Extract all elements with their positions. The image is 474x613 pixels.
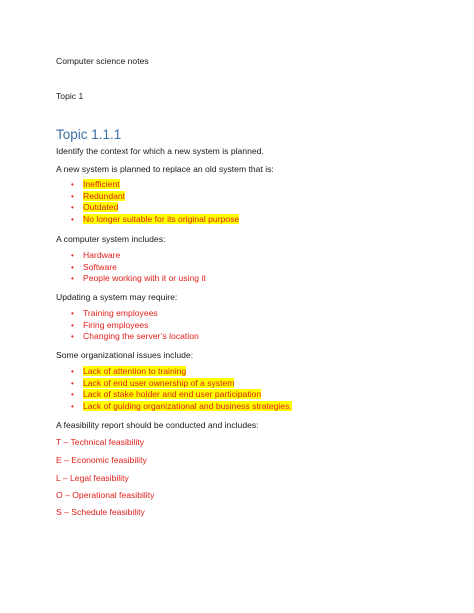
list-item-text: Inefficient [83,179,120,189]
bullet-icon: • [71,191,74,201]
list-item-text: Redundant [83,190,126,201]
list-item-text: Changing the server’s location [83,331,199,342]
section1-lead: A new system is planned to replace an old system that is: [56,164,274,174]
list-item [56,262,206,274]
list-item [56,389,292,401]
bullet-icon: • [71,251,74,260]
bullet-icon: • [71,262,74,272]
list-item-text: People working with it or using it [83,273,206,284]
bullet-icon: • [71,214,74,224]
section4-list [56,366,292,412]
list-item [56,320,199,332]
section3-list [56,308,199,343]
feasibility-lead: A feasibility report should be conducted and includes: [56,420,259,430]
bullet-icon: • [71,320,74,330]
list-item-text: No longer suitable for its original purpose [83,213,240,224]
section4-lead: Some organizational issues include: [56,350,194,360]
list-item [56,273,206,285]
list-item-text: Lack of guiding organizational and business strategies. [83,400,292,411]
feasibility-item: O – Operational feasibility [56,490,155,500]
doc-title: Computer science notes [56,56,149,66]
bullet-icon: • [71,203,74,213]
list-item [56,179,239,191]
list-item-text: Hardware [83,250,121,260]
list-item [56,191,239,203]
bullet-icon: • [71,180,74,189]
section-heading: Topic 1.1.1 [56,127,122,142]
list-item-text: Software [83,261,117,272]
list-item [56,366,292,378]
list-item-text: Lack of stake holder and end user participation [83,389,262,400]
bullet-icon: • [71,274,74,284]
intro-text: Identify the context for which a new system is planned. [56,146,264,156]
bullet-icon: • [71,367,74,376]
list-item-text: Lack of attention to training [83,366,187,376]
list-item [56,250,206,262]
section2-lead: A computer system includes: [56,234,166,244]
section3-lead: Updating a system may require: [56,292,178,302]
bullet-icon: • [71,401,74,411]
list-item [56,378,292,390]
list-item-text: Lack of end user ownership of a system [83,377,235,388]
list-item [56,401,292,413]
list-item [56,202,239,214]
list-item [56,331,199,343]
bullet-icon: • [71,390,74,400]
bullet-icon: • [71,378,74,388]
section1-list [56,179,239,225]
feasibility-item: L – Legal feasibility [56,473,129,483]
list-item-text: Training employees [83,308,158,318]
bullet-icon: • [71,332,74,342]
bullet-icon: • [71,309,74,318]
feasibility-item: S – Schedule feasibility [56,507,145,517]
list-item [56,308,199,320]
list-item-text: Outdated [83,202,119,213]
list-item [56,214,239,226]
topic-label: Topic 1 [56,91,84,101]
list-item-text: Firing employees [83,319,149,330]
feasibility-item: T – Technical feasibility [56,437,145,447]
feasibility-item: E – Economic feasibility [56,455,147,465]
section2-list [56,250,206,285]
